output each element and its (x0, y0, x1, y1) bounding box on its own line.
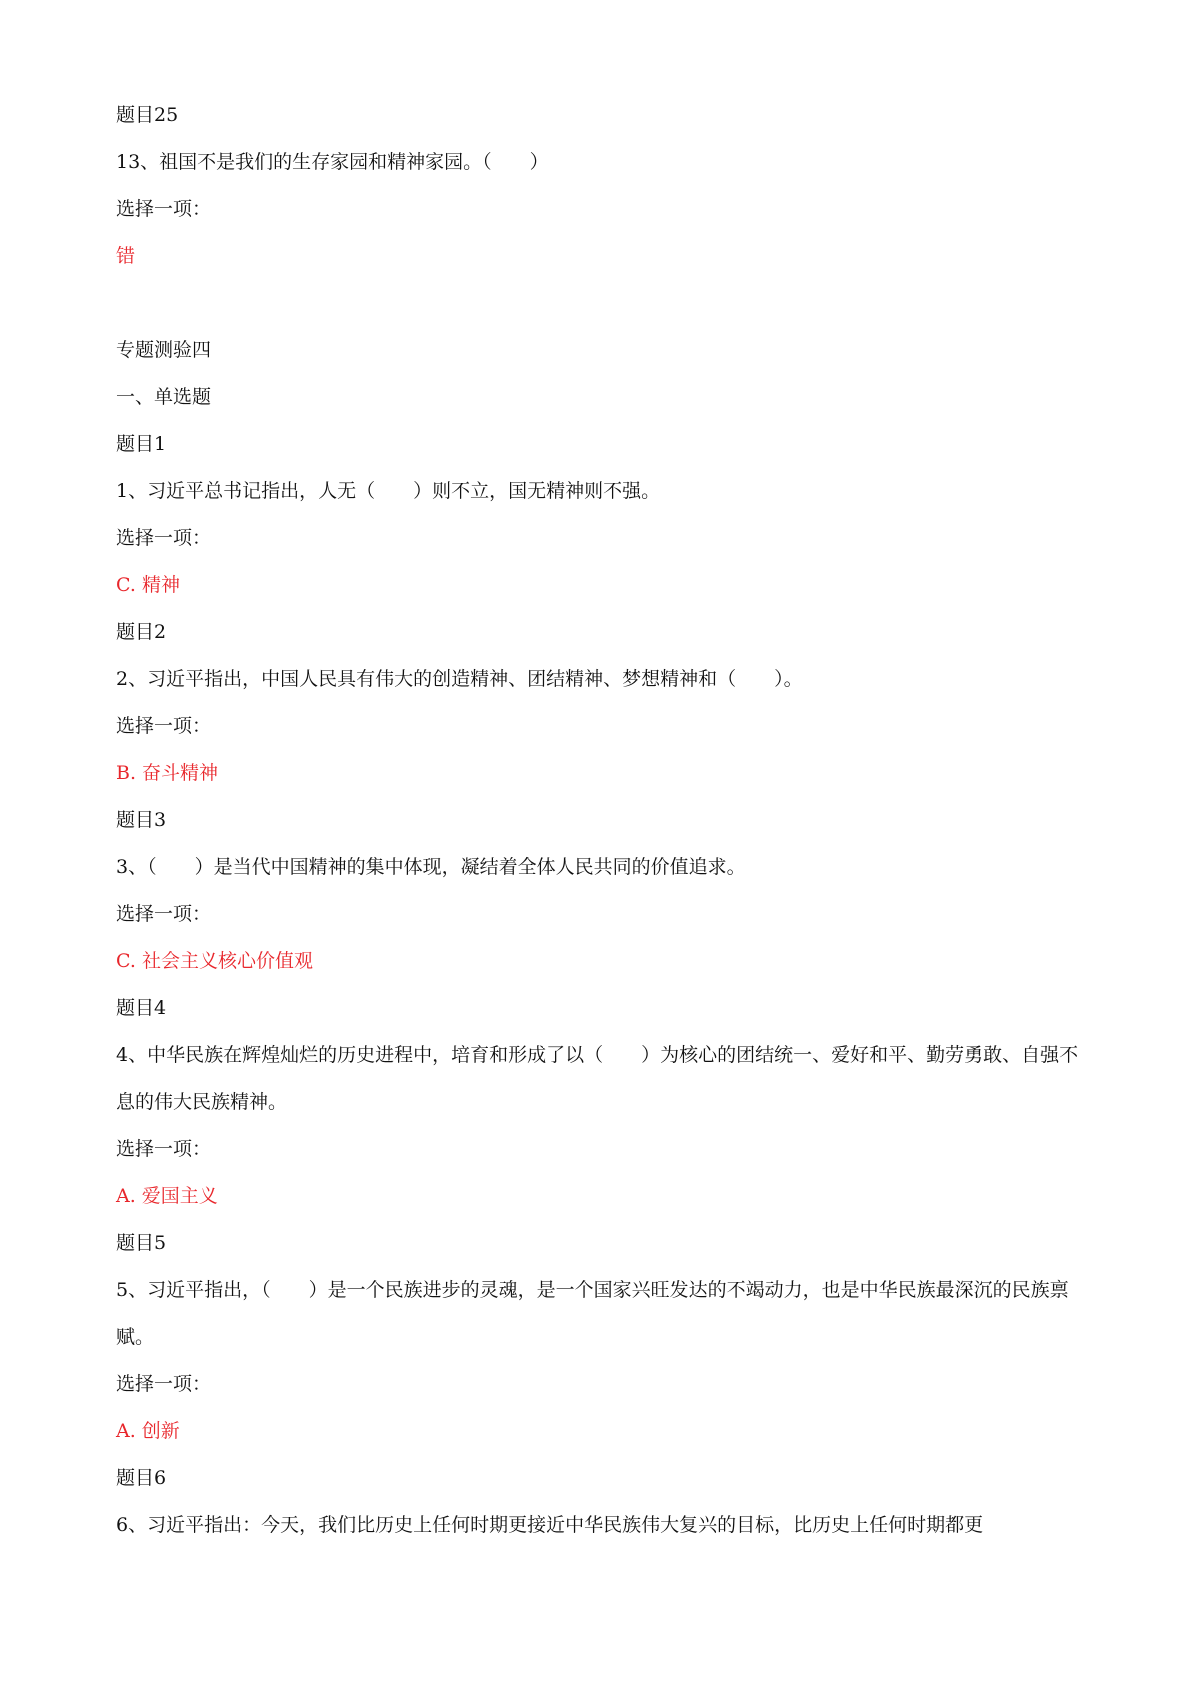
question-text: 1、习近平总书记指出，人无（ ）则不立，国无精神则不强。 (116, 480, 661, 502)
answer-text: A. 创新 (116, 1420, 180, 1442)
question-label: 题目2 (116, 621, 167, 643)
question-text: 5、习近平指出，（ ）是一个民族进步的灵魂，是一个国家兴旺发达的不竭动力，也是中华民族最深沉的民族禀赋。 (116, 1279, 1069, 1348)
choice-prompt: 选择一项： (116, 198, 212, 220)
question-label: 题目3 (116, 809, 167, 831)
answer-text: C. 社会主义核心价值观 (116, 950, 313, 972)
choice-prompt: 选择一项： (116, 1373, 212, 1395)
spacer (116, 280, 1086, 327)
choice-prompt: 选择一项： (116, 903, 212, 925)
question-label: 题目6 (116, 1467, 167, 1489)
document-page (116, 92, 1086, 1549)
section-subtitle: 一、单选题 (116, 386, 212, 408)
choice-prompt: 选择一项： (116, 527, 212, 549)
answer-text: C. 精神 (116, 574, 180, 596)
answer-text: A. 爱国主义 (116, 1185, 218, 1207)
question-label: 题目25 (116, 104, 179, 126)
question-label: 题目4 (116, 997, 167, 1019)
question-text: 13、祖国不是我们的生存家园和精神家园。（ ） (116, 151, 549, 173)
section-title: 专题测验四 (116, 339, 212, 361)
question-label: 题目1 (116, 433, 167, 455)
choice-prompt: 选择一项： (116, 1138, 212, 1160)
choice-prompt: 选择一项： (116, 715, 212, 737)
question-text: 4、中华民族在辉煌灿烂的历史进程中，培育和形成了以（ ）为核心的团结统一、爱好和平、勤劳勇敢、自强不息的伟大民族精神。 (116, 1044, 1079, 1113)
question-label: 题目5 (116, 1232, 167, 1254)
answer-text: 错 (116, 245, 136, 267)
question-text: 6、习近平指出：今天，我们比历史上任何时期更接近中华民族伟大复兴的目标，比历史上任何时期都更 (116, 1514, 984, 1536)
answer-text: B. 奋斗精神 (116, 762, 219, 784)
question-text: 2、习近平指出，中国人民具有伟大的创造精神、团结精神、梦想精神和（ ）。 (116, 668, 803, 690)
question-text: 3、（ ）是当代中国精神的集中体现，凝结着全体人民共同的价值追求。 (116, 856, 746, 878)
